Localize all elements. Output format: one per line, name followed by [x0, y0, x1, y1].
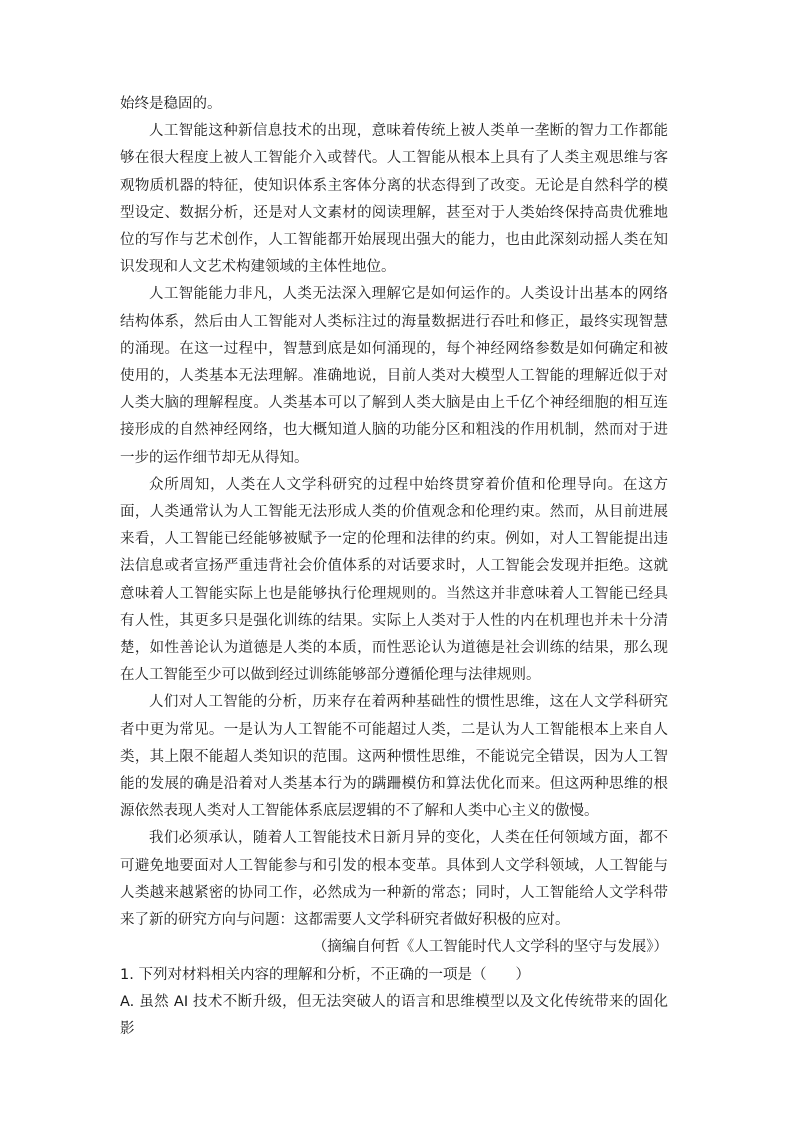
continuation-line: 始终是稳固的。	[120, 96, 222, 112]
source-citation: （摘编自何哲《人工智能时代人文学科的坚守与发展》）	[312, 939, 668, 956]
paragraph-4: 人们对人工智能的分析，历来存在着两种基础性的惯性思维，这在人文学科研究者中更为常见。一是认为人工智能不可能超过人类，二是认为人工智能根本上来自人类，其上限不能超人类知识的范围。这两种惯性思维，不能说完全错误，因为人工智能的发展的确是沿着对人类基本行为的蹒跚模仿和算法优化而来。但这两种思维的根源依然表现人类对人工智能体系底层逻辑的不了解和人类中心主义的傲慢。	[120, 694, 668, 820]
option-a: A. 虽然 AI 技术不断升级，但无法突破人的语言和思维模型以及文化传统带来的固化影	[120, 993, 668, 1037]
paragraph-2: 人工智能能力非凡，人类无法深入理解它是如何运作的。人类设计出基本的网络结构体系，然后由人工智能对人类标注过的海量数据进行吞吐和修正，最终实现智慧的涌现。在这一过程中，智慧到底是如何涌现的，每个神经网络参数是如何确定和被使用的，人类基本无法理解。准确地说，目前人类对大模型人工智能的理解近似于对人类大脑的理解程度。人类基本可以了解到人类大脑是由上千亿个神经细胞的相互连接形成的自然神经网络，也大概知道人脑的功能分区和粗浅的作用机制，然而对于进一步的运作细节却无从得知。	[120, 286, 668, 466]
paragraph-5: 我们必须承认，随着人工智能技术日新月异的变化，人类在任何领域方面，都不可避免地要面对人工智能参与和引发的根本变革。具体到人文学科领域，人工智能与人类越来越紧密的协同工作，必然成为一种新的常态；同时，人工智能给人文学科带来了新的研究方向与问题：这都需要人文学科研究者做好积极的应对。	[120, 830, 668, 929]
paragraph-1: 人工智能这种新信息技术的出现，意味着传统上被人类单一垄断的智力工作都能够在很大程度上被人工智能介入或替代。人工智能从根本上具有了人类主观思维与客观物质机器的特征，使知识体系主客体分离的状态得到了改变。无论是自然科学的模型设定、数据分析，还是对人文素材的阅读理解，甚至对于人类始终保持高贵优雅地位的写作与艺术创作，人工智能都开始展现出强大的能力，也由此深刻动摇人类在知识发现和人文艺术构建领域的主体性地位。	[120, 123, 668, 276]
article-body	[120, 91, 668, 1043]
paragraph-3: 众所周知，人类在人文学科研究的过程中始终贯穿着价值和伦理导向。在这方面，人类通常认为人工智能无法形成人类的价值观念和伦理约束。然而，从目前进展来看，人工智能已经能够被赋予一定的伦理和法律的约束。例如，对人工智能提出违法信息或者宣扬严重违背社会价值体系的对话要求时，人工智能会发现并拒绝。这就意味着人工智能实际上也是能够执行伦理规则的。当然这并非意味着人工智能已经具有人性，其更多只是强化训练的结果。实际上人类对于人性的内在机理也并未十分清楚，如性善论认为道德是人类的本质，而性恶论认为道德是社会训练的结果，那么现在人工智能至少可以做到经过训练能够部分遵循伦理与法律规则。	[120, 476, 668, 684]
question-1: 1. 下列对材料相关内容的理解和分析，不正确的一项是（ ）	[120, 966, 530, 983]
